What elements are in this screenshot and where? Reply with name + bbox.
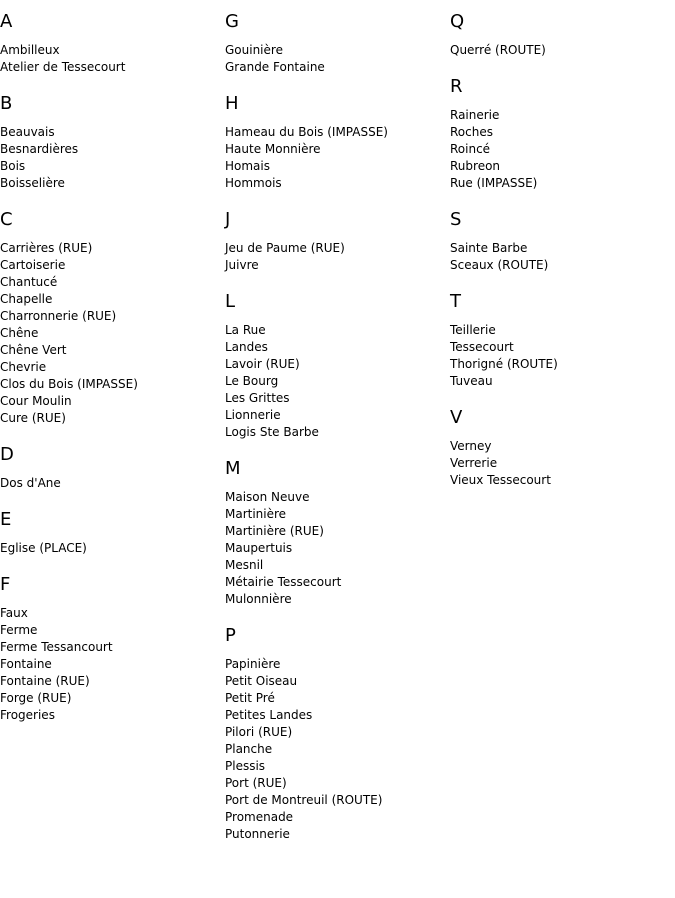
letter-heading: E <box>0 509 12 530</box>
place-name: Ferme <box>0 623 38 637</box>
letter-group <box>450 11 670 59</box>
place-name: Le Bourg <box>225 374 279 388</box>
place-name: Carrières (RUE) <box>0 241 93 255</box>
place-name: Papinière <box>225 657 281 671</box>
letter-group <box>225 93 445 192</box>
place-name: Plessis <box>225 759 266 773</box>
letter-heading: Q <box>450 11 465 32</box>
place-name: Besnardières <box>0 142 79 156</box>
place-name: Lavoir (RUE) <box>225 357 300 371</box>
letter-heading: J <box>225 209 231 230</box>
place-list <box>225 322 445 441</box>
place-name: Frogeries <box>0 708 55 722</box>
place-name: Ambilleux <box>0 43 60 57</box>
place-name: Chapelle <box>0 292 53 306</box>
letter-group <box>0 509 220 557</box>
place-name: Bois <box>0 159 26 173</box>
place-name: Faux <box>0 606 28 620</box>
letter-group <box>450 291 670 390</box>
place-list <box>0 240 220 427</box>
place-name: Roincé <box>450 142 491 156</box>
place-name: Rubreon <box>450 159 501 173</box>
place-name: Logis Ste Barbe <box>225 425 319 439</box>
place-name: Les Grittes <box>225 391 290 405</box>
place-list <box>450 438 670 489</box>
place-name: Haute Monnière <box>225 142 321 156</box>
place-name: Boisselière <box>0 176 65 190</box>
place-list <box>450 322 670 390</box>
letter-group <box>450 407 670 489</box>
letter-heading: R <box>450 76 463 97</box>
place-name: Fontaine <box>0 657 52 671</box>
place-name: Forge (RUE) <box>0 691 72 705</box>
place-name: Cour Moulin <box>0 394 72 408</box>
letter-group <box>0 209 220 427</box>
letter-heading: H <box>225 93 239 114</box>
place-name: Verney <box>450 439 492 453</box>
index-column-2 <box>225 0 445 860</box>
place-name: Beauvais <box>0 125 55 139</box>
place-list <box>0 42 220 76</box>
place-name: Thorigné (ROUTE) <box>450 357 558 371</box>
place-list <box>0 475 220 492</box>
letter-group <box>0 444 220 492</box>
place-name: Martinière <box>225 507 287 521</box>
place-name: Métairie Tessecourt <box>225 575 342 589</box>
letter-heading: T <box>450 291 461 312</box>
place-list <box>225 489 445 608</box>
place-name: La Rue <box>225 323 266 337</box>
place-name: Sainte Barbe <box>450 241 528 255</box>
place-list <box>450 107 670 192</box>
place-name: Hommois <box>225 176 282 190</box>
place-list <box>0 540 220 557</box>
place-name: Jeu de Paume (RUE) <box>225 241 345 255</box>
place-name: Eglise (PLACE) <box>0 541 87 555</box>
place-list <box>225 240 445 274</box>
place-name: Maison Neuve <box>225 490 310 504</box>
place-name: Mesnil <box>225 558 264 572</box>
letter-group <box>0 574 220 724</box>
place-name: Vieux Tessecourt <box>450 473 551 487</box>
place-name: Port de Montreuil (ROUTE) <box>225 793 383 807</box>
place-name: Ferme Tessancourt <box>0 640 113 654</box>
letter-group <box>225 209 445 274</box>
letter-group <box>450 76 670 192</box>
place-name: Chantucé <box>0 275 58 289</box>
place-name: Gouinière <box>225 43 283 57</box>
place-name: Querré (ROUTE) <box>450 43 546 57</box>
place-list <box>225 42 445 76</box>
letter-group <box>225 458 445 608</box>
letter-group <box>450 209 670 274</box>
place-list <box>225 656 445 843</box>
place-name: Tessecourt <box>450 340 514 354</box>
place-name: Petit Pré <box>225 691 275 705</box>
letter-heading: F <box>0 574 11 595</box>
letter-group <box>225 291 445 441</box>
place-name: Rainerie <box>450 108 500 122</box>
place-name: Maupertuis <box>225 541 293 555</box>
place-name: Charronnerie (RUE) <box>0 309 117 323</box>
letter-group <box>0 11 220 76</box>
letter-heading: C <box>0 209 13 230</box>
place-name: Homais <box>225 159 270 173</box>
place-name: Roches <box>450 125 493 139</box>
place-name: Petit Oiseau <box>225 674 298 688</box>
place-name: Chevrie <box>0 360 47 374</box>
place-name: Promenade <box>225 810 294 824</box>
letter-heading: P <box>225 625 236 646</box>
place-name: Port (RUE) <box>225 776 287 790</box>
place-name: Chêne <box>0 326 39 340</box>
place-name: Clos du Bois (IMPASSE) <box>0 377 138 391</box>
place-name: Mulonnière <box>225 592 292 606</box>
place-name: Cartoiserie <box>0 258 66 272</box>
place-name: Petites Landes <box>225 708 313 722</box>
place-name: Tuveau <box>450 374 493 388</box>
place-name: Rue (IMPASSE) <box>450 176 538 190</box>
place-name: Grande Fontaine <box>225 60 325 74</box>
letter-heading: G <box>225 11 239 32</box>
place-name: Fontaine (RUE) <box>0 674 90 688</box>
index-column-1 <box>0 0 220 741</box>
letter-heading: L <box>225 291 236 312</box>
place-name: Lionnerie <box>225 408 281 422</box>
place-name: Atelier de Tessecourt <box>0 60 126 74</box>
letter-heading: B <box>0 93 13 114</box>
place-name: Verrerie <box>450 456 498 470</box>
letter-heading: M <box>225 458 241 479</box>
place-list <box>450 240 670 274</box>
letter-group <box>225 625 445 843</box>
place-name: Juivre <box>225 258 259 272</box>
place-list <box>225 124 445 192</box>
place-name: Planche <box>225 742 273 756</box>
place-name: Hameau du Bois (IMPASSE) <box>225 125 388 139</box>
place-name: Pilori (RUE) <box>225 725 293 739</box>
place-list <box>0 605 220 724</box>
letter-heading: V <box>450 407 463 428</box>
place-name: Teillerie <box>450 323 496 337</box>
place-name: Chêne Vert <box>0 343 67 357</box>
letter-heading: S <box>450 209 462 230</box>
letter-heading: A <box>0 11 13 32</box>
place-name: Martinière (RUE) <box>225 524 324 538</box>
letter-group <box>0 93 220 192</box>
place-name: Sceaux (ROUTE) <box>450 258 549 272</box>
place-list <box>450 42 670 59</box>
place-name: Cure (RUE) <box>0 411 66 425</box>
index-column-3 <box>450 0 670 506</box>
letter-heading: D <box>0 444 14 465</box>
place-name: Dos d'Ane <box>0 476 61 490</box>
place-name: Putonnerie <box>225 827 290 841</box>
place-name: Landes <box>225 340 268 354</box>
place-list <box>0 124 220 192</box>
letter-group <box>225 11 445 76</box>
